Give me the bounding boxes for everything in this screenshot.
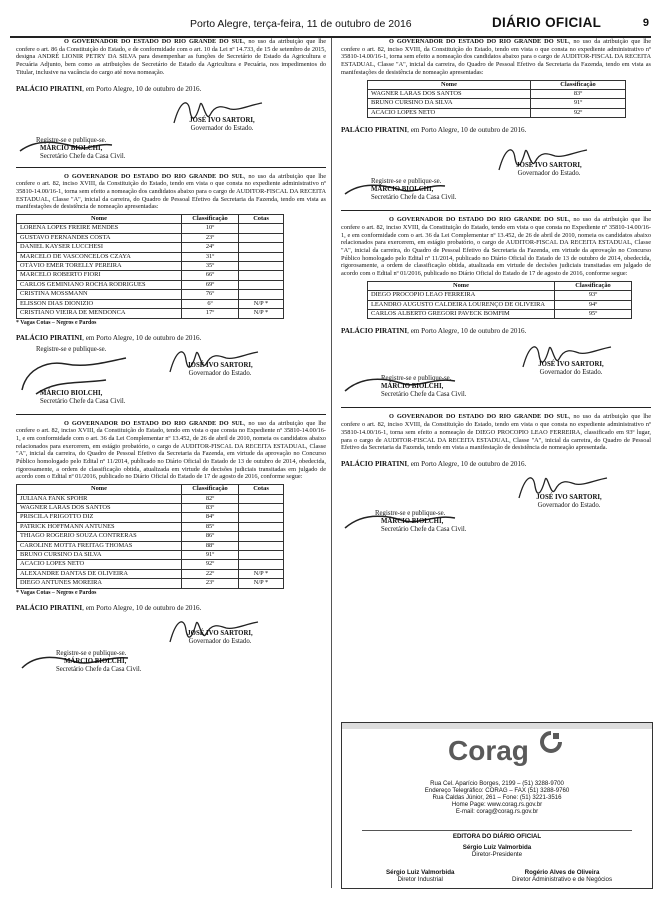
palacio-label: PALÁCIO PIRATINI: [341, 459, 408, 468]
section-rule: [341, 210, 651, 211]
director-role: Diretor Industrial: [397, 876, 443, 883]
palacio-date: , em Porto Alegre, 10 de outubro de 2016.: [407, 327, 527, 336]
corag-box: [341, 722, 653, 889]
cell-cota: [239, 541, 284, 550]
table-row: [17, 579, 284, 588]
signature-block: [16, 93, 326, 161]
cell-nome: ELISSON DIAS DIONIZIO: [17, 299, 182, 308]
table-row: [368, 291, 632, 300]
cell-cota: [239, 224, 284, 233]
cell-class: 10º: [182, 224, 239, 233]
chief-name: MÁRCIO BIOLCHI,: [381, 517, 444, 525]
act-text: [16, 38, 326, 77]
cell-nome: MARCELO ROBERTO FIORI: [17, 271, 182, 280]
table-row: [17, 503, 284, 512]
address-line: Home Page: www.corag.rs.gov.br: [451, 801, 543, 808]
director-name: Rogério Alves de Oliveira: [524, 869, 600, 876]
cell-class: 35º: [182, 262, 239, 271]
director-industrial: [386, 869, 454, 883]
act-body: , no uso da atribuição que lhe confere o art. 82, inciso XVIII, da Constituição do Estado, tendo em vista o que consta no expediente administrativo nº 35810-14.00/16-1, torna sem efeito a nomeação de DIEGO PROCOPIO LEAO FERREIRA, classificado em 93º lugar, para o cargo de AUDITOR-FISCAL DA RECEITA ESTADUAL, Classe "A", inicial da carreira, do Quadro de Pessoal Efetivo da Secretaria da Fazenda, tendo em vista a manifestação de desistência de nomeação apresentada.: [341, 413, 651, 452]
palacio-date: , em Porto Alegre, 10 de outubro de 2016.: [82, 84, 202, 93]
cell-nome: CRISTINA MOSSMANN: [17, 290, 182, 299]
table-row: [17, 280, 284, 289]
corag-top-strip: [342, 723, 652, 729]
register-text: Registre-se e publique-se.: [56, 649, 127, 657]
cell-class: 17º: [182, 309, 239, 318]
governor-role: Governador do Estado.: [537, 501, 601, 509]
table-row: [17, 550, 284, 559]
chief-role: Secretário Chefe da Casa Civil.: [40, 152, 126, 160]
signature-block: [16, 612, 326, 676]
table-row: [368, 99, 626, 108]
header-date: Porto Alegre, terça-feira, 11 de outubro de 2016: [190, 18, 412, 30]
col-nome: Nome: [368, 80, 531, 89]
cell-nome: WAGNER LARAS DOS SANTOS: [368, 89, 531, 98]
col-cotas: Cotas: [239, 215, 284, 224]
cell-cota: N/P *: [239, 299, 284, 308]
director-role: Diretor Administrativo e de Negócios: [512, 876, 613, 883]
col-nome: Nome: [17, 485, 182, 494]
director-admin: [512, 869, 612, 883]
cell-nome: BRUNO CURSINO DA SILVA: [17, 550, 182, 559]
cell-class: 86º: [182, 532, 239, 541]
table-row: [17, 494, 284, 503]
act-body: , no uso da atribuição que lhe confere o art. 86 da Constituição do Estado, e de conformidade com o art. 10 da Lei nº 14.733, de 15 de setembro de 2015, designa ANDRÉ LIONIR PETRY DA SILVA para desempenhar as funções de Secretário de Estado da Agricultura e Pecuária Adjunto, bem como as atribuições de Secretário de Estado da Agricultura e Pecuária, nos impedimentos do Titular, inclusive na vacância do cargo até nova nomeação.: [16, 38, 326, 76]
cell-nome: MARCELO DE VASCONCELOS CZAYA: [17, 252, 182, 261]
cell-class: 85º: [182, 522, 239, 531]
chief-name: MÁRCIO BIOLCHI,: [40, 144, 103, 152]
address-line: E-mail: corag@corag.rs.gov.br: [455, 808, 539, 815]
cell-nome: CARLOS ALBERTO GREGORI PAVECK BOMFIM: [368, 309, 555, 318]
chief-role: Secretário Chefe da Casa Civil.: [40, 397, 126, 405]
act-revocation-table: [341, 38, 651, 204]
palacio-line: [341, 327, 651, 335]
register-text: Registre-se e publique-se.: [381, 375, 452, 383]
act-lead: O GOVERNADOR DO ESTADO DO RIO GRANDE DO SUL: [389, 216, 569, 224]
cell-nome: ALEXANDRE DANTAS DE OLIVEIRA: [17, 569, 182, 578]
president-role: Diretor-Presidente: [471, 851, 523, 858]
palacio-line: [16, 334, 326, 342]
governor-role: Governador do Estado.: [188, 637, 252, 645]
cell-class: 93º: [555, 291, 632, 300]
register-text: Registre-se e publique-se.: [36, 136, 107, 144]
candidates-table: [16, 214, 284, 318]
table-row: [17, 243, 284, 252]
act-text: [16, 420, 326, 482]
cell-nome: DIEGO PROCOPIO LEAO FERREIRA: [368, 291, 555, 300]
table-row: [368, 108, 626, 117]
governor-role: Governador do Estado.: [539, 369, 603, 377]
palacio-date: , em Porto Alegre, 10 de outubro de 2016.: [407, 459, 527, 468]
cell-cota: [239, 494, 284, 503]
cell-nome: THIAGO ROGERIO SOUZA CONTRERAS: [17, 532, 182, 541]
act-text: [341, 38, 651, 77]
palacio-line: [16, 604, 326, 612]
corag-wordmark: Corag: [448, 735, 529, 766]
cell-cota: [239, 532, 284, 541]
cell-nome: CAROLINE MOTTA FREITAG THOMAS: [17, 541, 182, 550]
table-row: [17, 532, 284, 541]
cell-nome: GUSTAVO FERNANDES COSTA: [17, 233, 182, 242]
palacio-date: , em Porto Alegre, 10 de outubro de 2016.: [82, 333, 202, 342]
left-column: [16, 38, 326, 676]
act-designation: [16, 38, 326, 161]
cell-class: 66º: [182, 271, 239, 280]
cell-nome: LEANDRO AUGUSTO CALDEIRA LOURENÇO DE OLIVEIRA: [368, 300, 555, 309]
governor-name: JOSÉ IVO SARTORI,: [187, 629, 253, 637]
candidates-table: [367, 281, 632, 320]
palacio-label: PALÁCIO PIRATINI: [16, 84, 83, 93]
governor-name: JOSÉ IVO SARTORI,: [536, 493, 602, 501]
palacio-label: PALÁCIO PIRATINI: [16, 603, 83, 612]
signature-block: [341, 335, 651, 401]
table-row: [17, 252, 284, 261]
table-row: [17, 224, 284, 233]
table-row: [17, 299, 284, 308]
cell-nome: BRUNO CURSINO DA SILVA: [368, 99, 531, 108]
act-text: [341, 216, 651, 278]
governor-name: JOSÉ IVO SARTORI,: [516, 162, 582, 170]
cell-cota: [239, 243, 284, 252]
table-row: [17, 569, 284, 578]
candidates-table: [16, 484, 284, 588]
cell-cota: [239, 522, 284, 531]
palacio-line: [341, 126, 651, 134]
address-line: Rua Caldas Júnior, 261 – Fone: (51) 3221-3516: [432, 794, 562, 801]
cell-cota: [239, 271, 284, 280]
table-row: [17, 233, 284, 242]
act-body: , no uso da atribuição que lhe confere o art. 82, inciso XVIII, da Constituição do Estado, tendo em vista o que consta no Expediente nº 35810-14.00/16-1, e em conformidade com o art. 36 da Lei Complementar nº 13.452, de 26 de abril de 2010, nomeia os candidatos abaixo relacionados para exercerem, em estágio probatório, o cargo de AUDITOR-FISCAL DA RECEITA ESTADUAL, Classe "A", inicial da carreira, do Quadro de Pessoal Efetivo da Secretaria da Fazenda, em virtude da aprovação no Concurso Público homologado pelo Edital nº 11/2014, publicado no Diário Oficial do Estado de 13 de outubro de 2014, obedecida, rigorosamente, a ordem de classificação obtida, atualizada em virtude de decisões judiciais transitadas em julgado de acordo com o Edital nº 01/2016, publicado no Diário Oficial do Estado de 17 de agosto de 2016, conforme segue:: [16, 419, 326, 481]
governor-role: Governador do Estado.: [190, 124, 254, 132]
register-text: Registre-se e publique-se.: [36, 345, 107, 353]
page-header: [10, 8, 651, 38]
journal-title: DIÁRIO OFICIAL: [492, 15, 602, 30]
cell-class: 6º: [182, 299, 239, 308]
cell-cota: [239, 560, 284, 569]
palacio-date: , em Porto Alegre, 10 de outubro de 2016.: [82, 603, 202, 612]
table-row: [368, 89, 626, 98]
chief-role: Secretário Chefe da Casa Civil.: [56, 665, 142, 673]
act-lead: O GOVERNADOR DO ESTADO DO RIO GRANDE DO SUL: [64, 172, 244, 180]
chief-role: Secretário Chefe da Casa Civil.: [371, 194, 457, 202]
register-text: Registre-se e publique-se.: [371, 178, 442, 186]
chief-name: MÁRCIO BIOLCHI,: [64, 657, 127, 665]
chief-role: Secretário Chefe da Casa Civil.: [381, 525, 467, 533]
act-appointment-table: [341, 216, 651, 401]
cell-nome: CARLOS GEMINIANO ROCHA RODRIGUES: [17, 280, 182, 289]
cell-class: 23º: [182, 233, 239, 242]
palacio-line: [341, 460, 651, 468]
cell-class: 31º: [182, 252, 239, 261]
candidates-table: [367, 80, 626, 119]
governor-role: Governador do Estado.: [188, 369, 252, 377]
cell-nome: ACACIO LOPES NETO: [17, 560, 182, 569]
cell-nome: WAGNER LARAS DOS SANTOS: [17, 503, 182, 512]
governor-role: Governador do Estado.: [517, 170, 581, 178]
editora-label: EDITORA DO DIÁRIO OFICIAL: [452, 833, 542, 840]
cell-class: 82º: [182, 494, 239, 503]
cell-class: 92º: [531, 108, 626, 117]
cell-nome: PATRICK HOFFMANN ANTUNES: [17, 522, 182, 531]
cell-class: 91º: [182, 550, 239, 559]
palacio-date: , em Porto Alegre, 10 de outubro de 2016.: [407, 126, 527, 135]
act-text: [341, 413, 651, 452]
cell-cota: [239, 233, 284, 242]
table-body: [17, 224, 284, 318]
cell-cota: [239, 262, 284, 271]
cell-nome: JULIANA FANK SPOHR: [17, 494, 182, 503]
signature-block: [16, 342, 326, 408]
palacio-label: PALÁCIO PIRATINI: [341, 327, 408, 336]
act-lead: O GOVERNADOR DO ESTADO DO RIO GRANDE DO SUL: [64, 419, 244, 427]
act-text: [16, 173, 326, 212]
cell-class: 91º: [531, 99, 626, 108]
cell-nome: LORENA LOPES FREIRE MENDES: [17, 224, 182, 233]
chief-name: MÁRCIO BIOLCHI,: [381, 383, 444, 391]
cell-nome: PRISCILA FRIGOTTO DIZ: [17, 513, 182, 522]
cell-cota: [239, 513, 284, 522]
corag-logo-icon: [540, 731, 562, 753]
cell-class: 83º: [531, 89, 626, 98]
cell-cota: [239, 290, 284, 299]
cell-nome: ACACIO LOPES NETO: [368, 108, 531, 117]
col-class: Classificação: [182, 485, 239, 494]
table-row: [17, 262, 284, 271]
cell-cota: [239, 550, 284, 559]
cell-cota: [239, 252, 284, 261]
col-nome: Nome: [17, 215, 182, 224]
cell-class: 23º: [182, 579, 239, 588]
governor-name: JOSÉ IVO SARTORI,: [189, 116, 255, 124]
table-row: [368, 300, 632, 309]
chief-name: MÁRCIO BIOLCHI,: [40, 389, 103, 397]
quota-note: * Vagas Cotas – Negros e Pardos: [16, 589, 97, 596]
governor-name: JOSÉ IVO SARTORI,: [538, 361, 604, 369]
cell-class: 84º: [182, 513, 239, 522]
signature-block: [341, 468, 651, 538]
table-row: [17, 560, 284, 569]
cell-class: 88º: [182, 541, 239, 550]
act-lead: O GOVERNADOR DO ESTADO DO RIO GRANDE DO SUL: [64, 38, 244, 45]
act-body: , no uso da atribuição que lhe confere o art. 82, inciso XVIII, da Constituição do Estado, tendo em vista o que consta no Expediente nº 35810-14.00/16-1, e em conformidade com o art. 36 da Lei Complementar nº 13.452, de 26 de abril de 2010, nomeia os candidatos abaixo relacionados para exercerem, em estágio probatório, o cargo de AUDITOR-FISCAL DA RECEITA ESTADUAL, Classe "A", inicial da carreira, do Quadro de Pessoal Efetivo da Secretaria da Fazenda, em virtude da aprovação no Concurso Público homologado pelo Edital nº 11/2014, publicado no Diário Oficial do Estado de 13 de outubro de 2014, obedecida, rigorosamente, a ordem de classificação obtida, atualizada em virtude de decisões judiciais transitadas em julgado de acordo com o Edital nº 01/2016, publicado no Diário Oficial do Estado de 17 de agosto de 2016, conforme segue:: [341, 216, 651, 278]
address-line: Endereço Telegráfico: CORAG – FAX (51) 3288-9760: [424, 787, 570, 794]
col-class: Classificação: [555, 281, 632, 290]
cell-class: 76º: [182, 290, 239, 299]
president-block: [342, 844, 652, 858]
table-row: [368, 309, 632, 318]
act-appointment-table: [16, 420, 326, 676]
chief-role: Secretário Chefe da Casa Civil.: [381, 391, 467, 399]
table-row: [17, 513, 284, 522]
table-row: [17, 541, 284, 550]
cell-nome: CRISTIANO VIEIRA DE MENDONCA: [17, 309, 182, 318]
cell-class: 95º: [555, 309, 632, 318]
col-cotas: Cotas: [239, 485, 284, 494]
table-row: [17, 271, 284, 280]
register-text: Registre-se e publique-se.: [375, 509, 446, 517]
corag-separator: [362, 830, 632, 831]
palacio-label: PALÁCIO PIRATINI: [16, 333, 83, 342]
cell-class: 94º: [555, 300, 632, 309]
cell-class: 83º: [182, 503, 239, 512]
director-name: Sérgio Luiz Valmorbida: [386, 869, 455, 876]
act-lead: O GOVERNADOR DO ESTADO DO RIO GRANDE DO SUL: [389, 38, 569, 45]
governor-name: JOSÉ IVO SARTORI,: [187, 361, 253, 369]
section-rule: [16, 167, 326, 168]
column-divider: [331, 38, 332, 888]
act-body: , no uso da atribuição que lhe confere o art. 82, inciso XVIII, da Constituição do Estado, tendo em vista o que consta no expediente administrativo nº 35810-14.00/16-1, torna sem efeito a nomeação dos candidatos abaixo para o cargo de AUDITOR-FISCAL DA RECEITA ESTADUAL, Classe "A", inicial da carreira, do Quadro de Pessoal Efetivo da Secretaria da Fazenda, tendo em vista as manifestações de desistência de nomeação apresentadas:: [341, 38, 651, 76]
table-row: [17, 522, 284, 531]
address-line: Rua Cel. Aparício Borges, 2199 – (51) 3288-9700: [430, 780, 564, 787]
table-row: [17, 290, 284, 299]
table-body: [368, 89, 626, 117]
section-rule: [16, 414, 326, 415]
cell-cota: N/P *: [239, 309, 284, 318]
col-nome: Nome: [368, 281, 555, 290]
col-class: Classificação: [531, 80, 626, 89]
president-name: Sérgio Luiz Valmorbida: [462, 844, 532, 851]
cell-cota: [239, 503, 284, 512]
act-body: , no uso da atribuição que lhe confere o art. 82, inciso XVIII, da Constituição do Estado, tendo em vista o que consta no expediente administrativo nº 35810-14.00/16-1, torna sem efeito a nomeação dos candidatos abaixo para o cargo de AUDITOR-FISCAL DA RECEITA ESTADUAL, Classe "A", inicial da carreira, do Quadro de Pessoal Efetivo da Secretaria da Fazenda, tendo em vista as manifestações de desistência de nomeação apresentadas:: [16, 172, 326, 211]
act-revocation-table: [16, 173, 326, 408]
cell-class: 24º: [182, 243, 239, 252]
cell-nome: DANIEL KAYSER LUCCHESI: [17, 243, 182, 252]
table-body: [368, 291, 632, 319]
table-body: [17, 494, 284, 588]
cell-class: 22º: [182, 569, 239, 578]
cell-nome: OTÁVIO EMER TORELLY PEREIRA: [17, 262, 182, 271]
palacio-label: PALÁCIO PIRATINI: [341, 126, 408, 135]
act-revocation-single: [341, 413, 651, 538]
chief-name: MÁRCIO BIOLCHI,: [371, 186, 434, 194]
signature-block: [341, 134, 651, 204]
palacio-line: [16, 85, 326, 93]
cell-cota: [239, 280, 284, 289]
cell-cota: N/P *: [239, 569, 284, 578]
page-number: 9: [642, 17, 649, 29]
section-rule: [341, 407, 651, 408]
cell-cota: N/P *: [239, 579, 284, 588]
col-class: Classificação: [182, 215, 239, 224]
act-lead: O GOVERNADOR DO ESTADO DO RIO GRANDE DO SUL: [389, 413, 569, 421]
corag-address: [372, 780, 622, 815]
cell-class: 92º: [182, 560, 239, 569]
cell-class: 69º: [182, 280, 239, 289]
quota-note: * Vagas Cotas – Negros e Pardos: [16, 319, 97, 326]
table-row: [17, 309, 284, 318]
right-column: [341, 38, 651, 538]
cell-nome: DIEGO ANTUNES MOREIRA: [17, 579, 182, 588]
